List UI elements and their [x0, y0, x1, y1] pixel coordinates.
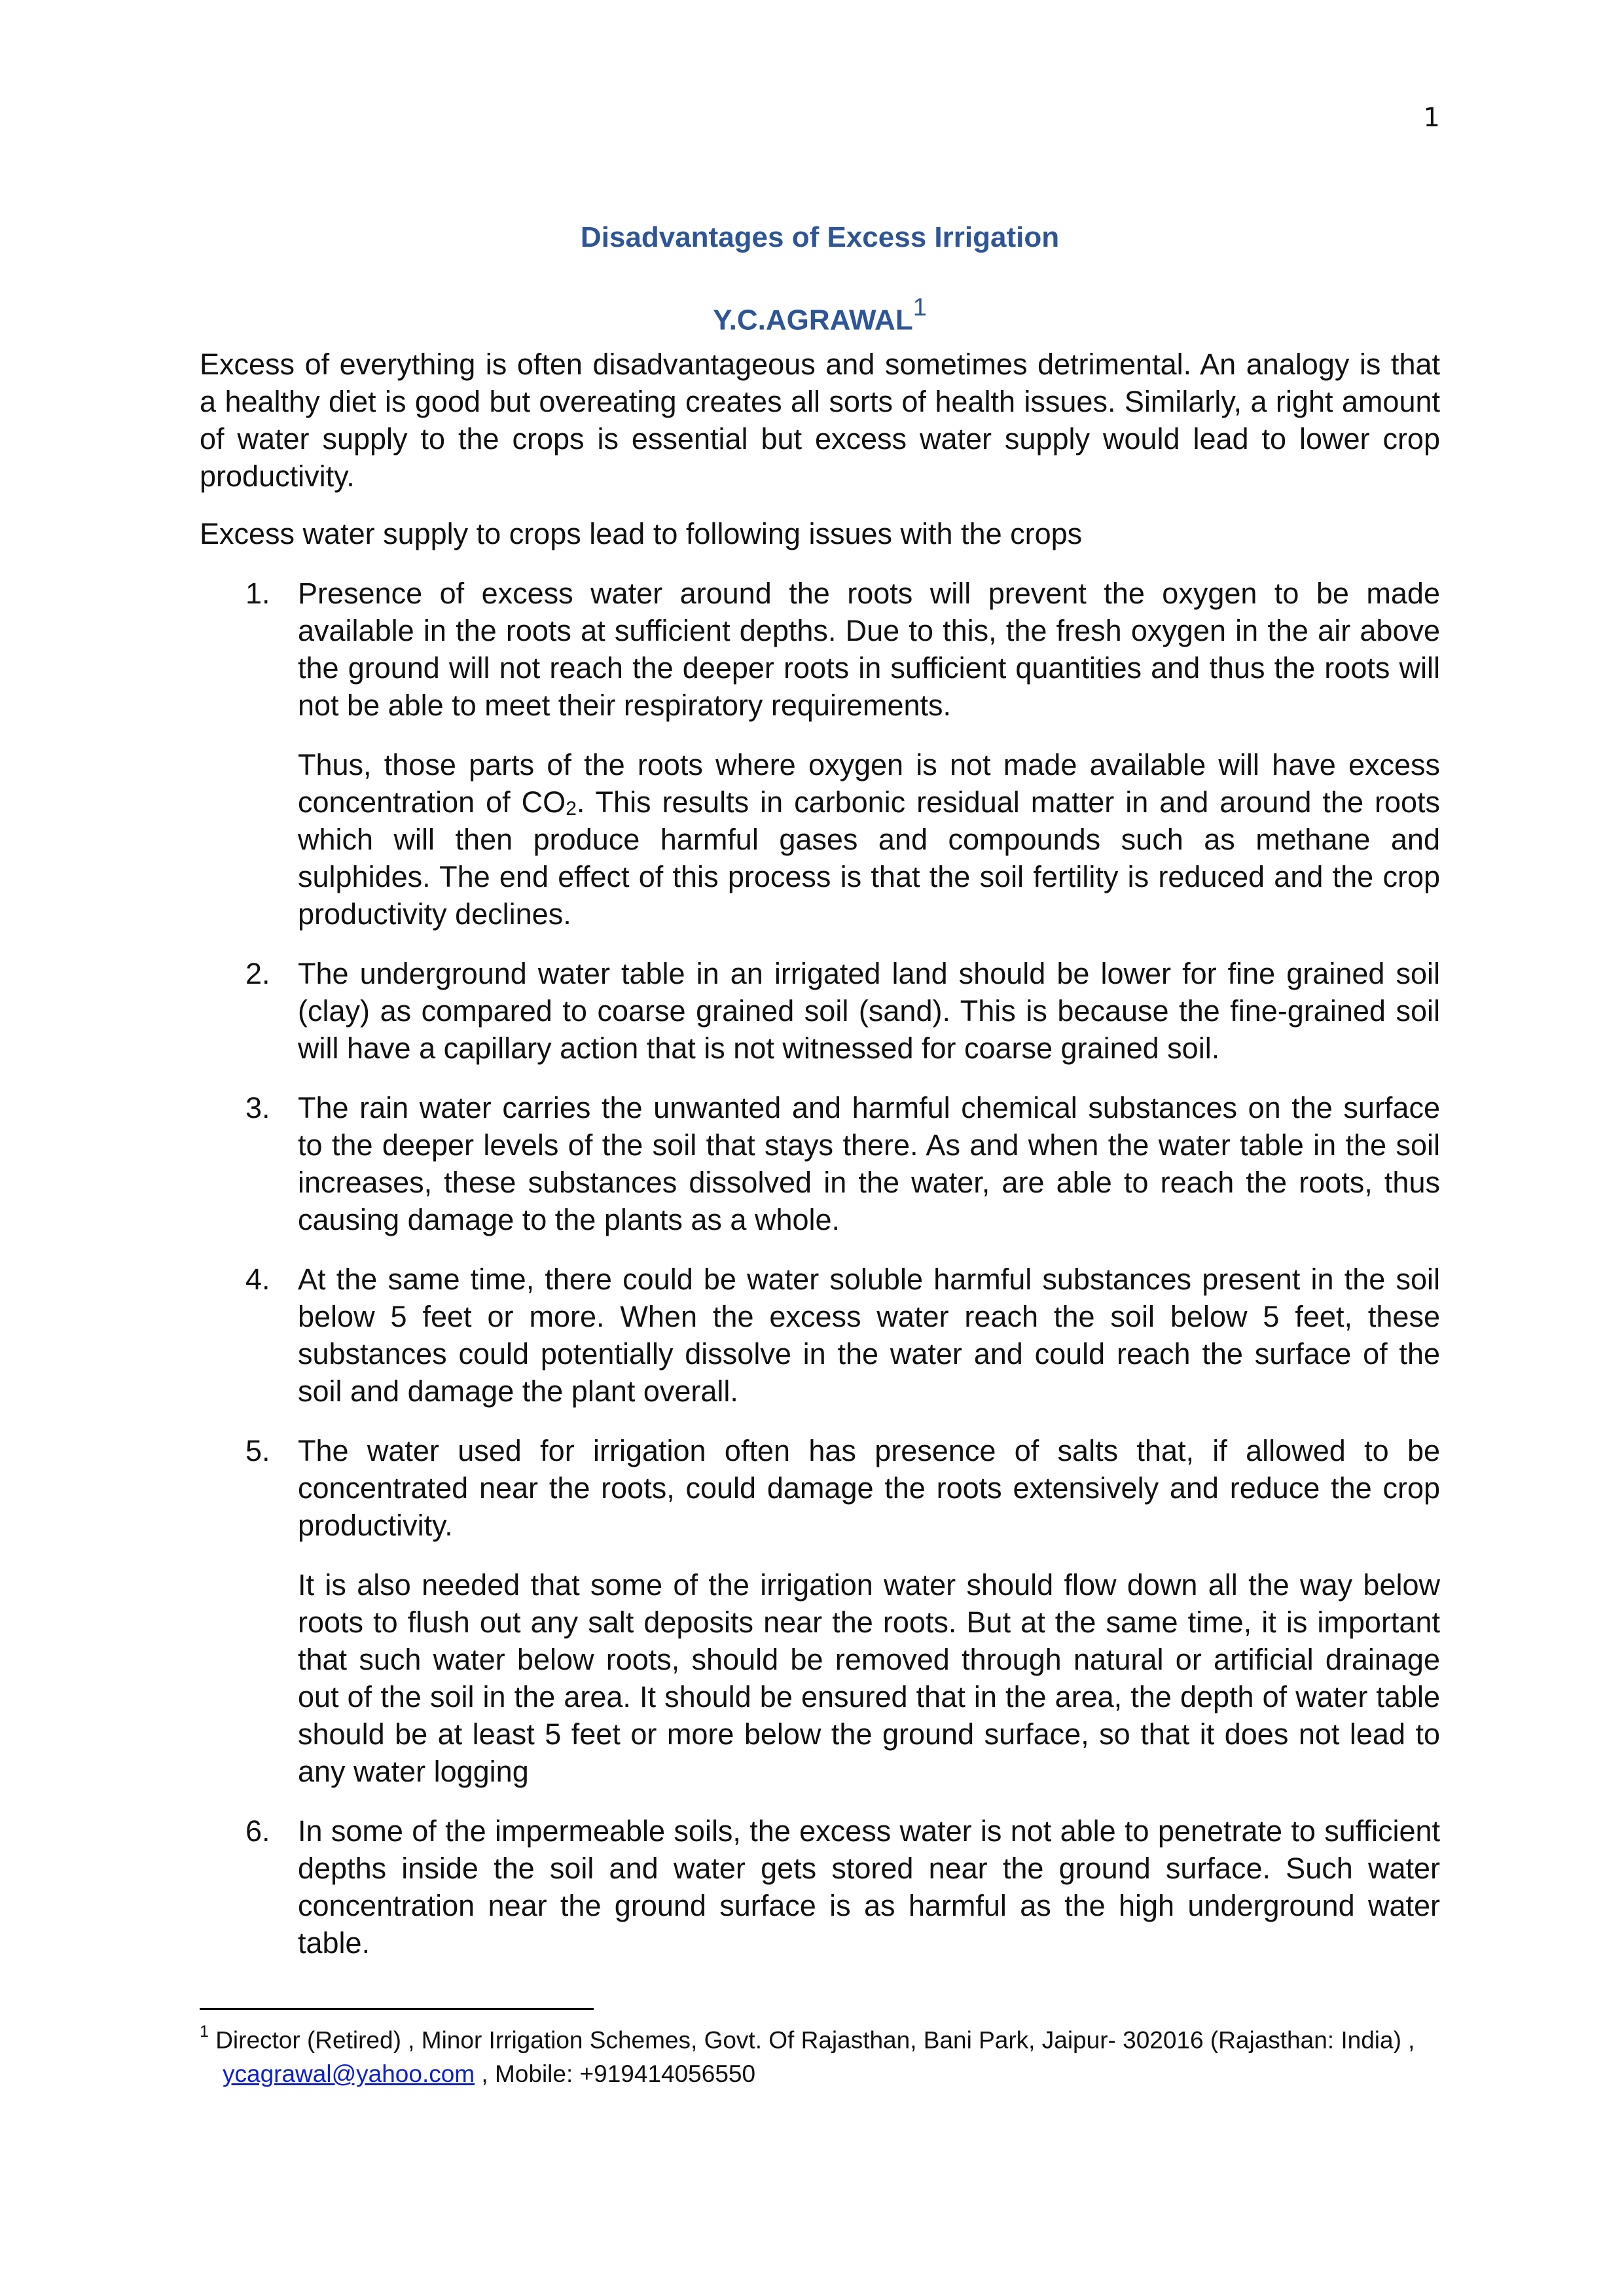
list-item-extra-text: It is also needed that some of the irrigation water should flow down all the way below roots to flush out any salt deposits near the roots. But at the same time, it is important that such water below roots, should be removed through natural or artificial drainage out of the soil in the area. It should be ensured that in the area, the depth of water table should be at least 5 feet or more below the ground surface, so that it does not lead to any water logging: [298, 1568, 1440, 1788]
list-item-text: The underground water table in an irrigated land should be lower for fine grained soil (clay) as compared to coarse grained soil (sand). This is because the fine-grained soil will have a capillary action that is not witnessed for coarse grained soil.: [298, 957, 1440, 1065]
list-item: [200, 1261, 1440, 1410]
author-footnote-mark[interactable]: 1: [912, 294, 927, 321]
document-title: Disadvantages of Excess Irrigation: [580, 221, 1060, 253]
footnote-text: Director (Retired) , Minor Irrigation Schemes, Govt. Of Rajasthan, Bani Park, Jaipur- 302016 (Rajasthan: India) ,: [215, 2026, 1415, 2054]
list-item: [200, 955, 1440, 1067]
intro-paragraph: Excess of everything is often disadvantageous and sometimes detrimental. An analogy is that a healthy diet is good but overeating creates all sorts of health issues. Similarly, a right amount of water supply to the crops is essential but excess water supply would lead to lower crop productivity.: [200, 348, 1440, 493]
footnote-mobile: , Mobile: +919414056550: [481, 2060, 756, 2088]
list-item-number: 3.: [245, 1091, 270, 1124]
footnote-line: [200, 2017, 1440, 2057]
co2-subscript: 2: [566, 798, 577, 819]
email-link[interactable]: ycagrawal@yahoo.com: [223, 2060, 475, 2088]
author-heading: [200, 292, 1440, 340]
list-item-number: 5.: [245, 1434, 270, 1467]
list-item-extra-text: Thus, those parts of the roots where oxygen is not made available will have excess concentration of $CO_2$. This results in carbonic residual matter in and around the roots which will then produce harmful gases and compounds such as methane and sulphides. The end effect of this process is that the soil fertility is reduced and the crop productivity declines.: [298, 748, 1440, 931]
list-item-text: The water used for irrigation often has presence of salts that, if allowed to be concentrated near the roots, could damage the roots extensively and reduce the crop productivity.: [298, 1434, 1440, 1542]
list-item: [200, 575, 1440, 933]
list-intro-paragraph: Excess water supply to crops lead to following issues with the crops: [200, 517, 1083, 550]
author-name: Y.C.AGRAWAL: [713, 304, 913, 336]
list-item-number: 2.: [245, 957, 270, 990]
list-item-text: Presence of excess water around the roots will prevent the oxygen to be made available in the roots at sufficient depths. Due to this, the fresh oxygen in the air above the ground will not reach the deeper roots in sufficient quantities and thus the roots will not be able to meet their respiratory requirements.: [298, 577, 1440, 722]
issues-list: [200, 575, 1440, 1962]
list-item: [200, 1089, 1440, 1238]
list-item-text: At the same time, there could be water soluble harmful substances present in the soil below 5 feet or more. When the excess water reach the soil below 5 feet, these substances could potentially dissolve in the water and could reach the surface of the soil and damage the plant overall.: [298, 1263, 1440, 1408]
document-body: [200, 346, 1440, 1984]
footnote-contact-line: [200, 2057, 1440, 2091]
list-item: [200, 1432, 1440, 1790]
footnote-separator: [200, 2008, 594, 2010]
list-item-text: In some of the impermeable soils, the excess water is not able to penetrate to sufficient depths inside the soil and water gets stored near the ground surface. Such water concentration near the ground surface is as harmful as the high underground water table.: [298, 1814, 1440, 1960]
footnote-mark: 1: [200, 2022, 209, 2041]
list-item-text: The rain water carries the unwanted and harmful chemical substances on the surface to the deeper levels of the soil that stays there. As and when the water table in the soil increases, these substances dissolved in the water, are able to reach the roots, thus causing damage to the plants as a whole.: [298, 1091, 1440, 1236]
footnote: [200, 2017, 1440, 2091]
list-item-number: 6.: [245, 1814, 270, 1848]
page-number: 1: [1423, 103, 1440, 133]
list-item-number: 1.: [245, 577, 270, 610]
list-item-number: 4.: [245, 1263, 270, 1296]
list-item: [200, 1812, 1440, 1962]
